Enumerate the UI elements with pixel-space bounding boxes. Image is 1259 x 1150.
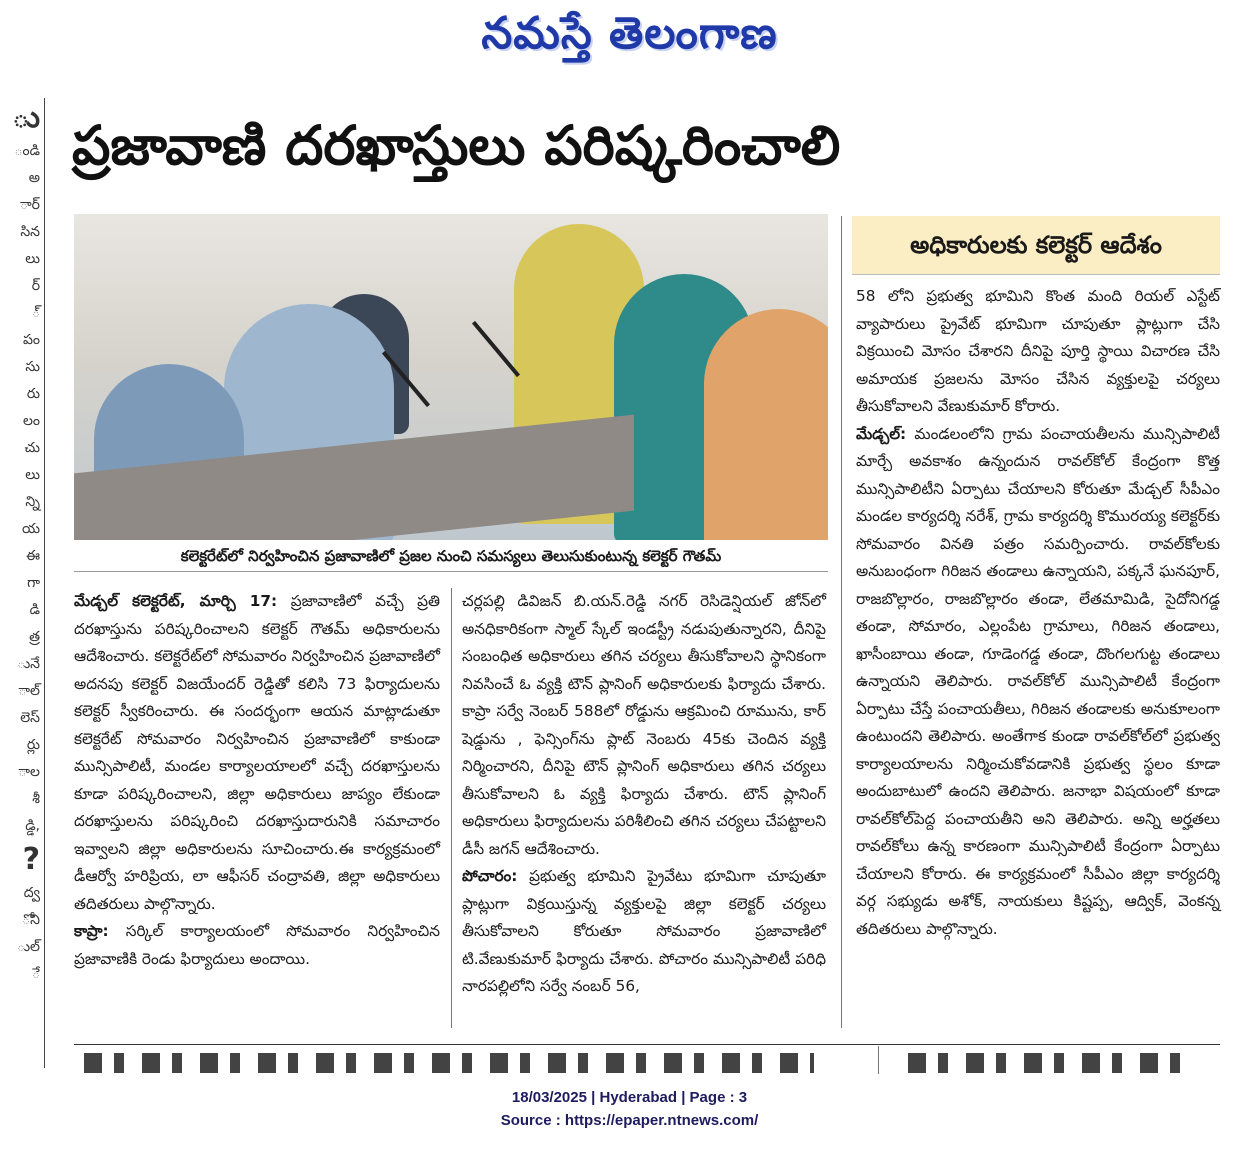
fragment-text: చు bbox=[24, 440, 40, 456]
fragment-text: ార్ bbox=[19, 197, 40, 213]
fragment-text: డ్డి, bbox=[25, 818, 40, 834]
next-article-cropped-headline bbox=[84, 1053, 814, 1073]
paragraph-text: 58 లోని ప్రభుత్వ భూమిని కొంత మంది రియల్ ఎస్టేట్ వ్యాపారులు ప్రైవేట్ భూమిగా చూపుతూ ప్లాట్లుగా చేసి విక్రయించి మోసం చేశారని దీనిపై పూర్తి స్థాయి విచారణ చేసి అమాయక ప్రజలను మోసం చేసిన వ్యక్తులపై చర్యలు తీసుకోవాలని వేణుకుమార్ కోరారు. bbox=[856, 287, 1220, 415]
article-paragraph bbox=[462, 863, 826, 1001]
fragment-text: ? bbox=[22, 842, 40, 877]
dateline: పోచారం: bbox=[462, 867, 518, 885]
fragment-text: న్ని bbox=[25, 494, 40, 510]
fragment-text: అ bbox=[28, 170, 40, 186]
fragment-text: ోని bbox=[22, 912, 40, 928]
fragment-text: ర్ bbox=[31, 278, 40, 294]
page-footer bbox=[0, 1086, 1259, 1132]
article-headline: ప్రజావాణి దరఖాస్తులు పరిష్కరించాలి bbox=[72, 114, 841, 177]
article-paragraph bbox=[856, 421, 1220, 944]
fragment-text: లు bbox=[25, 251, 40, 267]
footer-date-edition: 18/03/2025 | Hyderabad | Page : 3 bbox=[511, 1089, 748, 1106]
article-paragraph bbox=[74, 588, 440, 918]
fragment-text: లం bbox=[22, 413, 40, 429]
photo-figure bbox=[704, 309, 828, 540]
fragment-text: సు bbox=[25, 359, 40, 375]
dateline: మేడ్చల్ కలెక్టరేట్, మార్చి 17: bbox=[74, 592, 278, 610]
column-divider bbox=[878, 1046, 879, 1074]
article-paragraph bbox=[74, 918, 440, 973]
paragraph-text: ప్రజావాణిలో వచ్చే ప్రతి దరఖాస్తును పరిష్కరించాలని కలెక్టర్ గౌతమ్ అధికారులను ఆదేశించారు. కలెక్టరేట్‌లో సోమవారం నిర్వహించిన ప్రజావాణిలో అదనపు కలెక్టర్ విజయేందర్ రెడ్డితో కలిసి 73 ఫిర్యాదులను కలెక్టర్ స్వీకరించారు. ఈ సందర్భంగా ఆయన మాట్లాడుతూ కలెక్టరేట్ సోమవారం నిర్వహించిన ప్రజావాణిలో కాకుండా మున్సిపాలిటీ, మండల కార్యాలయాలలో వచ్చే దరఖాస్తులను కూడా పరిష్కరించాలని, జిల్లా అధికారులు జాప్యం లేకుండా దరఖాస్తులను పరిష్కరించి దరఖాస్తుదారునికి సమాచారం ఇవ్వాలని జిల్లా అధికారులను సూచించారు.ఈ కార్యక్రమంలో డీఆర్వో హరిప్రియ, లా ఆఫీసర్ చంద్రావతి, జిల్లా అధికారులు తదితరులు పాల్గొన్నారు. bbox=[74, 592, 440, 913]
fragment-text: డి bbox=[29, 602, 40, 618]
photo-caption: కలెక్టరేట్‌లో నిర్వహించిన ప్రజావాణిలో ప్రజల నుంచి సమస్యలు తెలుసుకుంటున్న కలెక్టర్ గౌతమ్ bbox=[74, 541, 828, 572]
paragraph-text: ప్రభుత్వ భూమిని ప్రైవేటు భూమిగా చూపుతూ ప్లాట్లుగా విక్రయిస్తున్న వ్యక్తులపై జిల్లా కలెక్టర్ చర్యలు తీసుకోవాలని కోరుతూ సోమవారం ప్రజావాణిలో టి.వేణుకుమార్ ఫిర్యాదు చేశారు. పోచారం మున్సిపాలిటీ పరిధి నారపల్లిలోని సర్వే నంబర్ 56, bbox=[462, 867, 826, 995]
masthead bbox=[0, 0, 1259, 80]
fragment-text: సిన bbox=[20, 224, 40, 240]
fragment-text: య bbox=[21, 521, 40, 537]
fragment-text: శీ bbox=[32, 791, 40, 807]
fragment-text: ునే bbox=[17, 656, 40, 672]
fragment-text: ద్వ bbox=[23, 885, 40, 901]
column-divider bbox=[451, 588, 452, 1028]
fragment-text: ు bbox=[12, 100, 40, 135]
fragment-text: ఈ bbox=[26, 548, 40, 564]
article-subheadline: అధికారులకు కలెక్టర్ ఆదేశం bbox=[852, 216, 1220, 275]
fragment-text: పం bbox=[22, 332, 40, 348]
microphone-icon bbox=[472, 321, 520, 377]
fragment-text: ాల bbox=[18, 764, 40, 780]
paragraph-text: చర్లపల్లి డివిజన్ బి.యన్.రెడ్డి నగర్ రెసిడెన్షియల్ జోన్‌లో అనధికారికంగా స్మాల్ స్కేల్ ఇండస్ట్రీ నడుపుతున్నారని, దీనిపై సంబంధిత అధికారులు తగిన చర్యలు తీసుకోవాలని స్థానికంగా నివసించే ఓ వ్యక్తి టౌన్ ప్లానింగ్ అధికారులకు ఫిర్యాదు చేశారు. కాప్రా సర్వే నెంబర్ 588లో రోడ్డును ఆక్రమించి రూమును, కార్ షెడ్డును , ఫెన్సింగ్‌ను ప్లాట్ నెంబరు 45కు చెందిన వ్యక్తి నిర్మించారని, దీనిపై టౌన్ ప్లానింగ్ అధికారులు తగిన చర్యలు తీసుకోవాలని ఓ వ్యక్తి ఫిర్యాదు చేశారు. టౌన్ ప్లానింగ్ అధికారులు ఫిర్యాదులను పరిశీలించి తగిన చర్యలు చేపట్టాలని డీసీ జగన్ ఆదేశించారు. bbox=[462, 592, 826, 858]
fragment-text: గా bbox=[27, 575, 40, 591]
dateline: మేడ్చల్: bbox=[856, 424, 907, 443]
adjacent-article-fragment bbox=[0, 98, 45, 1068]
column-divider bbox=[841, 216, 842, 1028]
paragraph-text: సర్కిల్ కార్యాలయంలో సోమవారం నిర్వహించిన ప్రజావాణికి రెండు ఫిర్యాదులు అందాయి. bbox=[74, 922, 440, 968]
paragraph-text: మండలంలోని గ్రామ పంచాయతీలను మున్సిపాలిటీ మార్చే అవకాశం ఉన్నందున రావల్‌కోల్ కేంద్రంగా కొత్త మున్సిపాలిటీని ఏర్పాటు చేయాలని కోరుతూ మేడ్చల్ సీపీఎం మండల కార్యదర్శి నరేశ్, గ్రామ కార్యదర్శి కొమురయ్య కలెక్టర్‌కు సోమవారం వినతి పత్రం సమర్పించారు. రావల్‌కోలకు అనుబంధంగా గిరిజన తండాలు ఉన్నాయని, పక్కనే ఘనపూర్, రాజబొల్లారం, రాజబొల్లారం తండా, లేతమామిడి, సైదోనిగడ్డ తండా, సోమారం, ఎల్లంపేట గ్రామాలు, గిరిజన తండాలు, ఖాసీంబాయి తండా, గూడెంగడ్డ తండా, దొంగలగుట్ట తండాలు ఉన్నాయని తెలిపారు. రావల్‌కోల్ మున్సిపాలిటీ కేంద్రంగా ఏర్పాటు చేస్తే పంచాయతీలు, గిరిజన తండాలకు అనుకూలంగా ఉంటుందని తెలిపారు. అంతేగాక కుండా రావల్‌కోల్‌లో ప్రభుత్వ కార్యాలయాలను నిర్మించుకోవడానికి ప్రభుత్వ స్థలం కూడా అందుబాటులో ఉందని తెలిపారు. జనాభా విషయంలో కూడా రావల్‌కోల్‌పెద్ద పంచాయతీని అని తెలిపారు. అన్ని అర్హతలు రావల్‌కోలు ఉన్న కారణంగా మున్సిపాలిటీ కేంద్రంగా ఏర్పాటు చేయాలని కోరారు. ఈ కార్యక్రమంలో సీపీఎం జిల్లా కార్యదర్శి వర్గ సభ్యుడు అశోక్, నాయకులు కిష్టప్ప, ఆద్విక్, వెంకన్న తదితరులు పాల్గొన్నారు. bbox=[856, 424, 1220, 938]
fragment-text: రు bbox=[26, 386, 40, 402]
article-paragraph bbox=[462, 588, 826, 863]
fragment-text: ుల్ bbox=[17, 939, 40, 955]
article-bottom-rule bbox=[74, 1044, 1220, 1045]
dateline: కాప్రా: bbox=[74, 922, 109, 940]
article-column-3 bbox=[856, 283, 1220, 943]
newspaper-logo: నమస్తే తెలంగాణ bbox=[481, 8, 778, 59]
article-column-1 bbox=[74, 588, 440, 973]
article-photo bbox=[74, 214, 828, 540]
fragment-text: ే bbox=[31, 966, 40, 982]
fragment-text: లు bbox=[25, 467, 40, 483]
fragment-text: లెస్ bbox=[20, 710, 40, 726]
fragment-text: ర్లు bbox=[26, 737, 40, 753]
fragment-text: త్ర bbox=[29, 629, 40, 645]
fragment-text: ాల్ bbox=[18, 683, 40, 699]
fragment-text: ్ bbox=[31, 305, 40, 321]
article-column-2 bbox=[462, 588, 826, 1001]
fragment-text: ండి bbox=[14, 143, 40, 159]
next-article-cropped-headline bbox=[908, 1053, 1198, 1073]
footer-source: Source : https://epaper.ntnews.com/ bbox=[500, 1112, 759, 1129]
article-paragraph bbox=[856, 283, 1220, 421]
